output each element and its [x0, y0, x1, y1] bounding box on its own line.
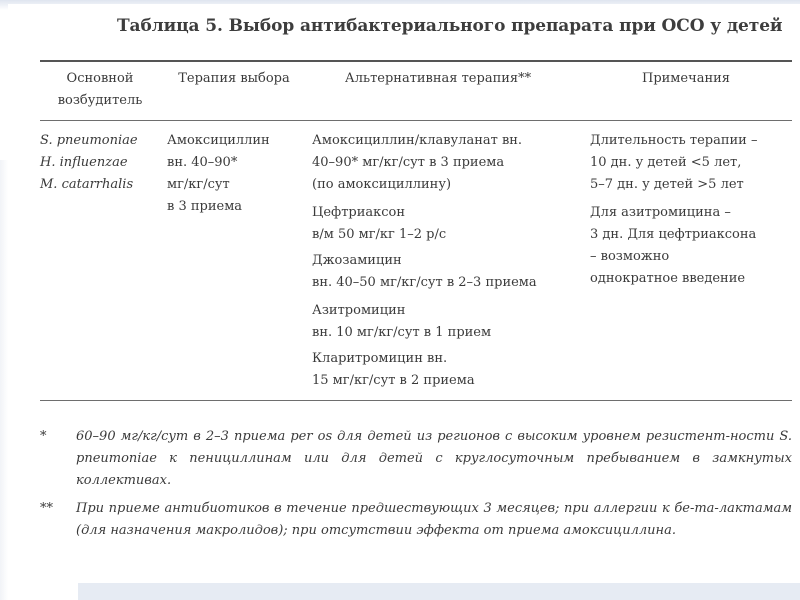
pathogen-list	[40, 130, 138, 196]
header-pathogen	[40, 68, 160, 112]
pathogen-item: S. pneumoniae	[40, 133, 138, 148]
remark-line: 5–7 дн. у детей >5 лет	[590, 177, 744, 192]
header-top-rule	[40, 60, 792, 62]
remark-line: Для азитромицина –	[590, 205, 731, 220]
left-edge-shade	[0, 160, 8, 600]
alternative-line: 40–90* мг/кг/сут в 3 приема	[312, 155, 505, 170]
header-pathogen-line2: возбудитель	[57, 93, 143, 108]
remark-azithro-ceftriaxone	[590, 202, 756, 290]
remark-line: Длительность терапии –	[590, 133, 758, 148]
bottom-band	[78, 583, 800, 600]
header-remarks: Примечания	[641, 71, 730, 86]
footnote-mark: *	[40, 429, 47, 444]
footnote-text: При приеме антибиотиков в течение предшествующих 3 месяцев; при аллергии к бе-та-лактамам (для назначения макролидов); при отсутствии эффекта от приема амоксициллина.	[76, 501, 792, 538]
alternative-line: Азитромицин	[312, 303, 406, 318]
first-choice-line: Амоксициллин	[167, 133, 270, 148]
remark-line: однократное введение	[590, 271, 746, 286]
alternative-josamycin	[312, 250, 537, 294]
remark-line: 3 дн. Для цефтриаксона	[590, 227, 757, 242]
header-first-choice: Терапия выбора	[178, 71, 290, 86]
alternative-line: Амоксициллин/клавуланат вн.	[312, 133, 523, 148]
remark-duration	[590, 130, 757, 196]
header-alternative: Альтернативная терапия**	[344, 71, 532, 86]
alternative-line: в/м 50 мг/кг 1–2 р/с	[312, 227, 447, 242]
first-choice-line: мг/кг/сут	[167, 177, 230, 192]
alternative-line: Цефтриаксон	[312, 205, 406, 220]
header-bottom-rule	[40, 120, 792, 121]
alternative-azithromycin	[312, 300, 491, 344]
first-choice-therapy	[167, 130, 270, 218]
first-choice-line: вн. 40–90*	[167, 155, 238, 170]
alternative-clarithromycin	[312, 348, 475, 392]
first-choice-line: в 3 приема	[167, 199, 243, 214]
footnotes	[40, 426, 792, 586]
alternative-line: Кларитромицин вн.	[312, 351, 448, 366]
remark-line: 10 дн. у детей <5 лет,	[590, 155, 742, 170]
remark-line: – возможно	[590, 249, 670, 264]
document-page	[8, 4, 800, 584]
table-bottom-rule	[40, 400, 792, 401]
table-title: Таблица 5. Выбор антибактериального препарата при ОСО у детей	[117, 16, 783, 36]
alternative-line: 15 мг/кг/сут в 2 приема	[312, 373, 475, 388]
pathogen-item: M. catarrhalis	[40, 177, 134, 192]
footnote-mark: **	[40, 501, 53, 516]
alternative-amoxiclav	[312, 130, 522, 196]
alternative-ceftriaxone	[312, 202, 446, 246]
alternative-line: вн. 10 мг/кг/сут в 1 прием	[312, 325, 492, 340]
alternative-line: вн. 40–50 мг/кг/сут в 2–3 приема	[312, 275, 537, 290]
alternative-line: Джозамицин	[312, 253, 402, 268]
alternative-line: (по амоксициллину)	[312, 177, 452, 192]
header-pathogen-line1: Основной	[66, 71, 134, 86]
pathogen-item: H. influenzae	[40, 155, 128, 170]
footnote-text: 60–90 мг/кг/сут в 2–3 приема per os для детей из регионов с высоким уровнем резистент-ности S. pneumoniae к пенициллинам или для детей с круглосуточным пребыванием в замкнутых коллективах.	[76, 429, 792, 488]
